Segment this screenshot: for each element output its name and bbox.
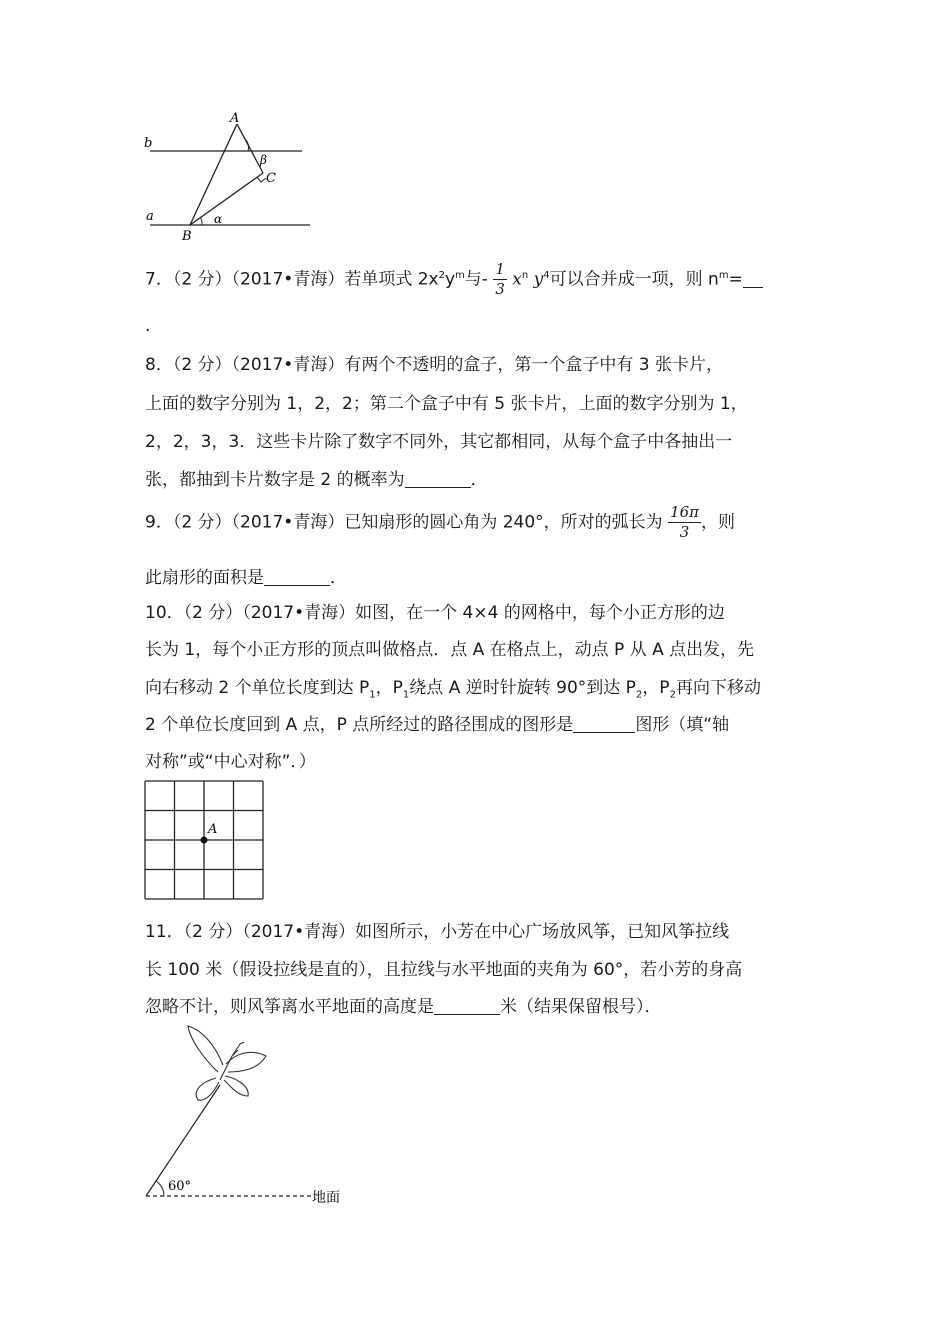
q10-line2: 长为 1，每个小正方形的顶点叫做格点．点 A 在格点上，动点 P 从 A 点出发，先 [145, 640, 755, 660]
q10-line3: 向右移动 2 个单位长度到达 $P_1$，$P_1$绕点 A 逆时针旋转 90°到达 $P_2$，$P_2$再向下移动 [145, 678, 761, 701]
q9-line2: 此扇形的面积是 ． [145, 568, 347, 588]
q10-line4: 2 个单位长度回到 A 点，P 点所经过的路径围成的图形是 图形（填“轴 [145, 715, 730, 735]
q11-line2: 长 100 米（假设拉线是直的），且拉线与水平地面的夹角为 60°，若小芳的身高 [145, 960, 743, 980]
label-B: B [182, 229, 192, 244]
q7-line2: . [145, 316, 151, 336]
q9-fraction: $\frac{16\pi}{3}$ [670, 503, 700, 541]
q8-line4: 张，都抽到卡片数字是 2 的概率为 ． [145, 470, 488, 490]
segment-BC [190, 173, 263, 225]
q10-line5: 对称”或“中心对称”．） [145, 752, 316, 772]
q8-line1: 8．（2 分）（2017•青海）有两个不透明的盒子，第一个盒子中有 3 张卡片， [145, 355, 723, 375]
angle-arc [156, 1181, 164, 1196]
right-angle-mark [257, 177, 266, 182]
q8-line2: 上面的数字分别为 1，2，2；第二个盒子中有 5 张卡片，上面的数字分别为 1， [145, 394, 748, 414]
q9-line1: 9．（2 分）（2017•青海）已知扇形的圆心角为 240°，所对的弧长为 $\frac{16\pi}{3}$ ，则 [145, 503, 736, 541]
q7-fraction: $\frac{1}{3}$ [495, 260, 505, 298]
q11-line1: 11．（2 分）（2017•青海）如图所示，小芳在中心广场放风筝，已知风筝拉线 [145, 922, 730, 942]
point-A [201, 837, 208, 844]
kite-figure [140, 1020, 360, 1210]
q10-line1: 10．（2 分）（2017•青海）如图，在一个 4×4 的网格中，每个小正方形的边 [145, 603, 725, 623]
grid-label-A: A [208, 822, 218, 837]
q8-answer-blank [405, 469, 471, 488]
label-A: A [230, 111, 240, 126]
segment-AB [190, 124, 237, 225]
alpha-arc [200, 217, 202, 225]
label-alpha: α [214, 212, 223, 226]
butterfly-kite-icon [188, 1026, 266, 1100]
q10-answer-blank [573, 714, 635, 733]
label-beta: β [260, 153, 267, 167]
parallel-lines-triangle-figure [140, 110, 315, 245]
ground-label: 地面 [312, 1190, 340, 1206]
q7-line1: 7．（2 分）（2017•青海）若单项式 $2x^2y^m$与- $\frac{1}{3}$ $x^n$ $y^4$可以合并成一项，则 $n^m=$ [145, 262, 763, 297]
label-C: C [266, 171, 276, 186]
q11-answer-blank [434, 996, 500, 1015]
q9-answer-blank [264, 567, 330, 586]
label-a: a [146, 209, 154, 224]
grid-4x4-figure [144, 780, 266, 902]
angle-label-60: 60° [168, 1179, 192, 1194]
q11-line3: 忽略不计，则风筝离水平地面的高度是 米（结果保留根号）． [145, 997, 662, 1017]
q8-line3: 2，2，3，3．这些卡片除了数字不同外，其它都相同，从每个盒子中各抽出一 [145, 432, 733, 452]
label-b: b [144, 136, 153, 151]
q7-answer-blank [743, 269, 763, 288]
